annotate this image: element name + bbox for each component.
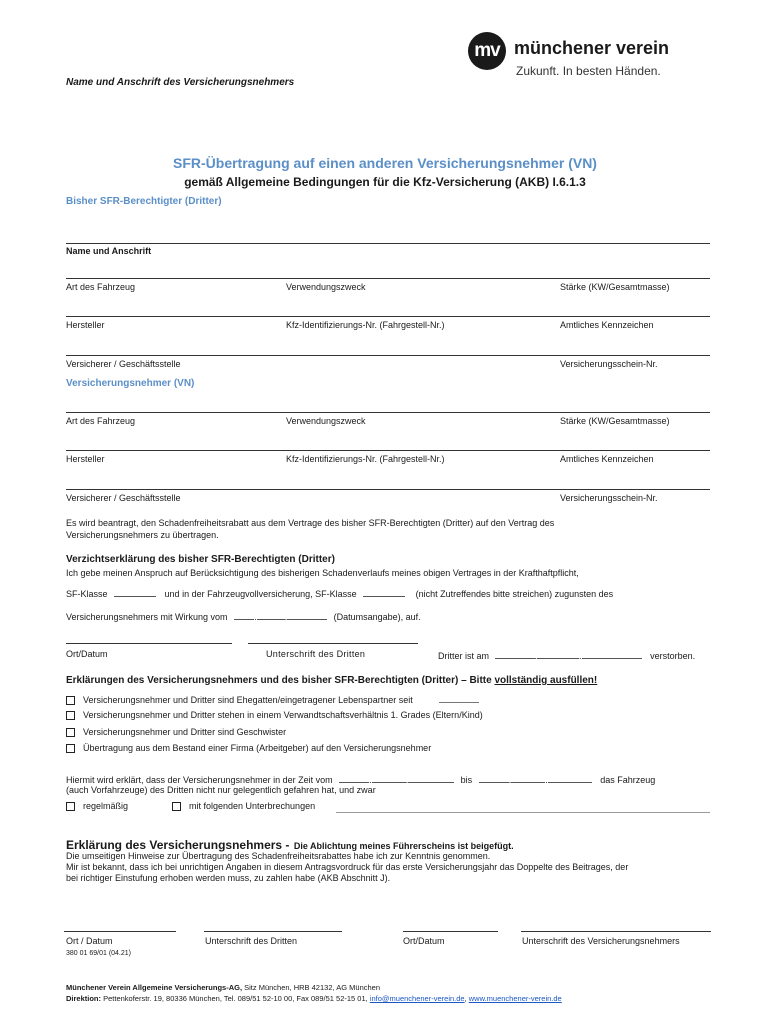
- form-code: 380 01 69/01 (04.21): [66, 950, 131, 957]
- vn-row1-line[interactable]: [66, 412, 710, 413]
- sf-class-note: (nicht Zutreffendes bitte streichen) zugunsten des: [415, 589, 614, 599]
- checkbox-spouses[interactable]: [66, 696, 75, 705]
- usage-option-regular-label: regelmäßig: [83, 801, 129, 811]
- prior-vin-label: Kfz-Identifizierungs-Nr. (Fahrgestell-Nr.): [286, 320, 445, 330]
- vn-manufacturer-label: Hersteller: [66, 454, 105, 464]
- prior-policy-no-label: Versicherungsschein-Nr.: [560, 359, 658, 369]
- form-title: SFR-Übertragung auf einen anderen Versicherungsnehmer (VN): [173, 155, 597, 171]
- breaks-details-line[interactable]: [336, 812, 710, 813]
- footer-direction-address: Pettenkoferstr. 19, 80336 München, Tel. 089/51 52-10 00, Fax 089/51 52-15 01,: [101, 994, 370, 1003]
- applicant-address-label: Name und Anschrift des Versicherungsnehmers: [66, 77, 295, 88]
- section-heading-prior: Bisher SFR-Berechtigter (Dritter): [66, 196, 222, 207]
- final-place-date-label-1: Ort / Datum: [66, 936, 113, 946]
- brand-name: münchener verein: [514, 38, 670, 58]
- checkbox-regular[interactable]: [66, 802, 75, 811]
- usage-vehicle-label: das Fahrzeug: [600, 775, 656, 785]
- usage-to-month-field[interactable]: [511, 773, 545, 783]
- waiver-text-line1: Ich gebe meinen Anspruch auf Berücksichtigung des bisherigen Schadenverlaufs meines obigen Vertrages in der Krafthaftpflicht,: [66, 568, 579, 578]
- checkbox-company[interactable]: [66, 744, 75, 753]
- relation-option-siblings[interactable]: [66, 727, 286, 737]
- waiver-third-signature-label: Unterschrift des Dritten: [266, 649, 366, 659]
- final-place-date-label-2: Ort/Datum: [403, 936, 445, 946]
- checkbox-siblings[interactable]: [66, 728, 75, 737]
- footer-separator: ,: [464, 994, 469, 1003]
- relations-heading: [66, 675, 597, 686]
- waiver-third-signature-line[interactable]: [248, 643, 418, 644]
- relation-option-siblings-label: Versicherungsnehmer und Dritter sind Geschwister: [83, 727, 287, 737]
- name-address-line[interactable]: [66, 243, 710, 244]
- vn-declaration-line3: bei richtiger Einstufung erhoben werden muss, zu zahlen habe (AKB Abschnitt J).: [66, 873, 391, 883]
- footer-email-link[interactable]: info@muenchener-verein.de: [369, 994, 465, 1003]
- relations-heading-text: Erklärungen des Versicherungsnehmers und des bisher SFR-Berechtigten (Dritter) – Bitte: [66, 675, 492, 686]
- final-vn-signature-label: Unterschrift des Versicherungsnehmers: [522, 936, 680, 946]
- prior-power-label: Stärke (KW/Gesamtmasse): [560, 282, 670, 292]
- usage-period-line2: (auch Vorfahrzeuge) des Dritten nicht nur gelegentlich gefahren hat, und zwar: [66, 785, 376, 795]
- vn-vehicle-type-label: Art des Fahrzeug: [66, 416, 136, 426]
- usage-period-label: Hiermit wird erklärt, dass der Versicherungsnehmer in der Zeit vom: [66, 775, 333, 785]
- prior-vehicle-type-label: Art des Fahrzeug: [66, 282, 136, 292]
- prior-row1-line[interactable]: [66, 278, 710, 279]
- usage-period-row: Hiermit wird erklärt, dass der Versicherungsnehmer in der Zeit vom . . bis . . das Fahrzeug: [66, 775, 656, 785]
- deceased-year-field[interactable]: [582, 649, 642, 659]
- relation-option-spouses-label: Versicherungsnehmer und Dritter sind Ehegatten/eingetragener Lebenspartner seit: [83, 695, 413, 705]
- usage-option-regular[interactable]: [66, 801, 128, 811]
- usage-to-label: bis: [460, 775, 473, 785]
- effective-date-day-field[interactable]: [234, 610, 254, 620]
- sf-class-comprehensive-label: und in der Fahrzeugvollversicherung, SF-Klasse: [164, 589, 357, 599]
- deceased-suffix: verstorben.: [650, 651, 696, 661]
- form-subtitle: gemäß Allgemeine Bedingungen für die Kfz-Versicherung (AKB) I.6.1.3: [184, 175, 586, 189]
- vn-policy-no-label: Versicherungsschein-Nr.: [560, 493, 658, 503]
- deceased-month-field[interactable]: [537, 649, 579, 659]
- final-place-date-line-1[interactable]: [64, 931, 176, 932]
- name-address-label: Name und Anschrift: [66, 246, 152, 256]
- relation-option-spouses[interactable]: [66, 693, 479, 705]
- relation-option-company[interactable]: [66, 743, 431, 753]
- usage-to-year-field[interactable]: [548, 773, 592, 783]
- footer-company: [66, 983, 380, 992]
- vn-row3-line[interactable]: [66, 489, 710, 490]
- vn-declaration-heading-text: Erklärung des Versicherungsnehmers -: [66, 838, 290, 852]
- usage-from-year-field[interactable]: [408, 773, 454, 783]
- footer-company-details: Sitz München, HRB 42132, AG München: [242, 983, 381, 992]
- usage-option-breaks-label: mit folgenden Unterbrechungen: [189, 801, 316, 811]
- waiver-place-date-label: Ort/Datum: [66, 649, 108, 659]
- vn-row2-line[interactable]: [66, 450, 710, 451]
- effective-date-row: Versicherungsnehmers mit Wirkung vom . . (Datumsangabe), auf.: [66, 612, 421, 622]
- vn-usage-label: Verwendungszweck: [286, 416, 366, 426]
- footer-direction-label: Direktion:: [66, 994, 102, 1003]
- deceased-label: Dritter ist am: [438, 651, 490, 661]
- vn-declaration-line2: Mir ist bekannt, dass ich bei unrichtigen Angaben in diesem Antragsvordruck für das erste Versicherungsjahr das Doppelte des Beitrages, der: [66, 862, 629, 872]
- usage-to-day-field[interactable]: [479, 773, 509, 783]
- logo-mark: mv: [468, 32, 506, 70]
- company-logo: [468, 32, 680, 82]
- final-place-date-line-2[interactable]: [403, 931, 498, 932]
- waiver-heading: Verzichtserklärung des bisher SFR-Berechtigten (Dritter): [66, 554, 335, 565]
- prior-usage-label: Verwendungszweck: [286, 282, 366, 292]
- vn-declaration-note: Die Ablichtung meines Führerscheins ist beigefügt.: [293, 841, 514, 851]
- effective-date-note: (Datumsangabe), auf.: [333, 612, 421, 622]
- usage-from-month-field[interactable]: [372, 773, 406, 783]
- prior-row2-line[interactable]: [66, 316, 710, 317]
- vn-insurer-label: Versicherer / Geschäftsstelle: [66, 493, 181, 503]
- vn-vin-label: Kfz-Identifizierungs-Nr. (Fahrgestell-Nr.): [286, 454, 445, 464]
- checkbox-breaks[interactable]: [172, 802, 181, 811]
- prior-insurer-label: Versicherer / Geschäftsstelle: [66, 359, 181, 369]
- vn-power-label: Stärke (KW/Gesamtmasse): [560, 416, 670, 426]
- deceased-day-field[interactable]: [495, 649, 535, 659]
- checkbox-parent-child[interactable]: [66, 711, 75, 720]
- footer-direction: [66, 994, 562, 1003]
- section-heading-vn: Versicherungsnehmer (VN): [66, 378, 195, 389]
- usage-option-breaks[interactable]: [172, 801, 315, 811]
- footer-company-name: Münchener Verein Allgemeine Versicherungs-AG,: [66, 983, 243, 992]
- usage-from-day-field[interactable]: [339, 773, 369, 783]
- brand-slogan: Zukunft. In besten Händen.: [516, 64, 661, 78]
- prior-plate-label: Amtliches Kennzeichen: [560, 320, 654, 330]
- vn-plate-label: Amtliches Kennzeichen: [560, 454, 654, 464]
- effective-date-month-field[interactable]: [257, 610, 285, 620]
- prior-manufacturer-label: Hersteller: [66, 320, 105, 330]
- sf-class-comprehensive-field[interactable]: [363, 587, 405, 597]
- prior-row3-line[interactable]: [66, 355, 710, 356]
- sf-class-liability-field[interactable]: [114, 587, 156, 597]
- effective-date-label: Versicherungsnehmers mit Wirkung vom: [66, 612, 228, 622]
- vn-declaration-line1: Die umseitigen Hinweise zur Übertragung des Schadenfreiheitsrabattes habe ich zur Kenntnis genommen.: [66, 851, 491, 861]
- effective-date-year-field[interactable]: [287, 610, 327, 620]
- request-text-line1: Es wird beantragt, den Schadenfreiheitsrabatt aus dem Vertrage des bisher SFR-Berechtigten (Dritter) auf den Vertrag des: [66, 518, 555, 528]
- footer-web-link[interactable]: www.muenchener-verein.de: [468, 994, 562, 1003]
- sf-class-row: [66, 587, 613, 599]
- final-third-signature-line[interactable]: [204, 931, 342, 932]
- relation-option-parent-child-label: Versicherungsnehmer und Dritter stehen in einem Verwandtschaftsverhältnis 1. Grades (Eltern/Kind): [83, 710, 483, 720]
- deceased-row: Dritter ist am . . verstorben.: [438, 651, 696, 661]
- final-third-signature-label: Unterschrift des Dritten: [205, 936, 298, 946]
- waiver-place-date-line[interactable]: [66, 643, 232, 644]
- relations-heading-emphasis: vollständig ausfüllen!: [494, 675, 598, 686]
- request-text-line2: Versicherungsnehmers zu übertragen.: [66, 530, 219, 540]
- sf-class-label: SF-Klasse: [66, 589, 108, 599]
- final-vn-signature-line[interactable]: [521, 931, 711, 932]
- relation-option-company-label: Übertragung aus dem Bestand einer Firma (Arbeitgeber) auf den Versicherungsnehmer: [83, 743, 432, 753]
- relation-option-parent-child[interactable]: [66, 710, 483, 720]
- spouses-since-field[interactable]: [439, 693, 479, 703]
